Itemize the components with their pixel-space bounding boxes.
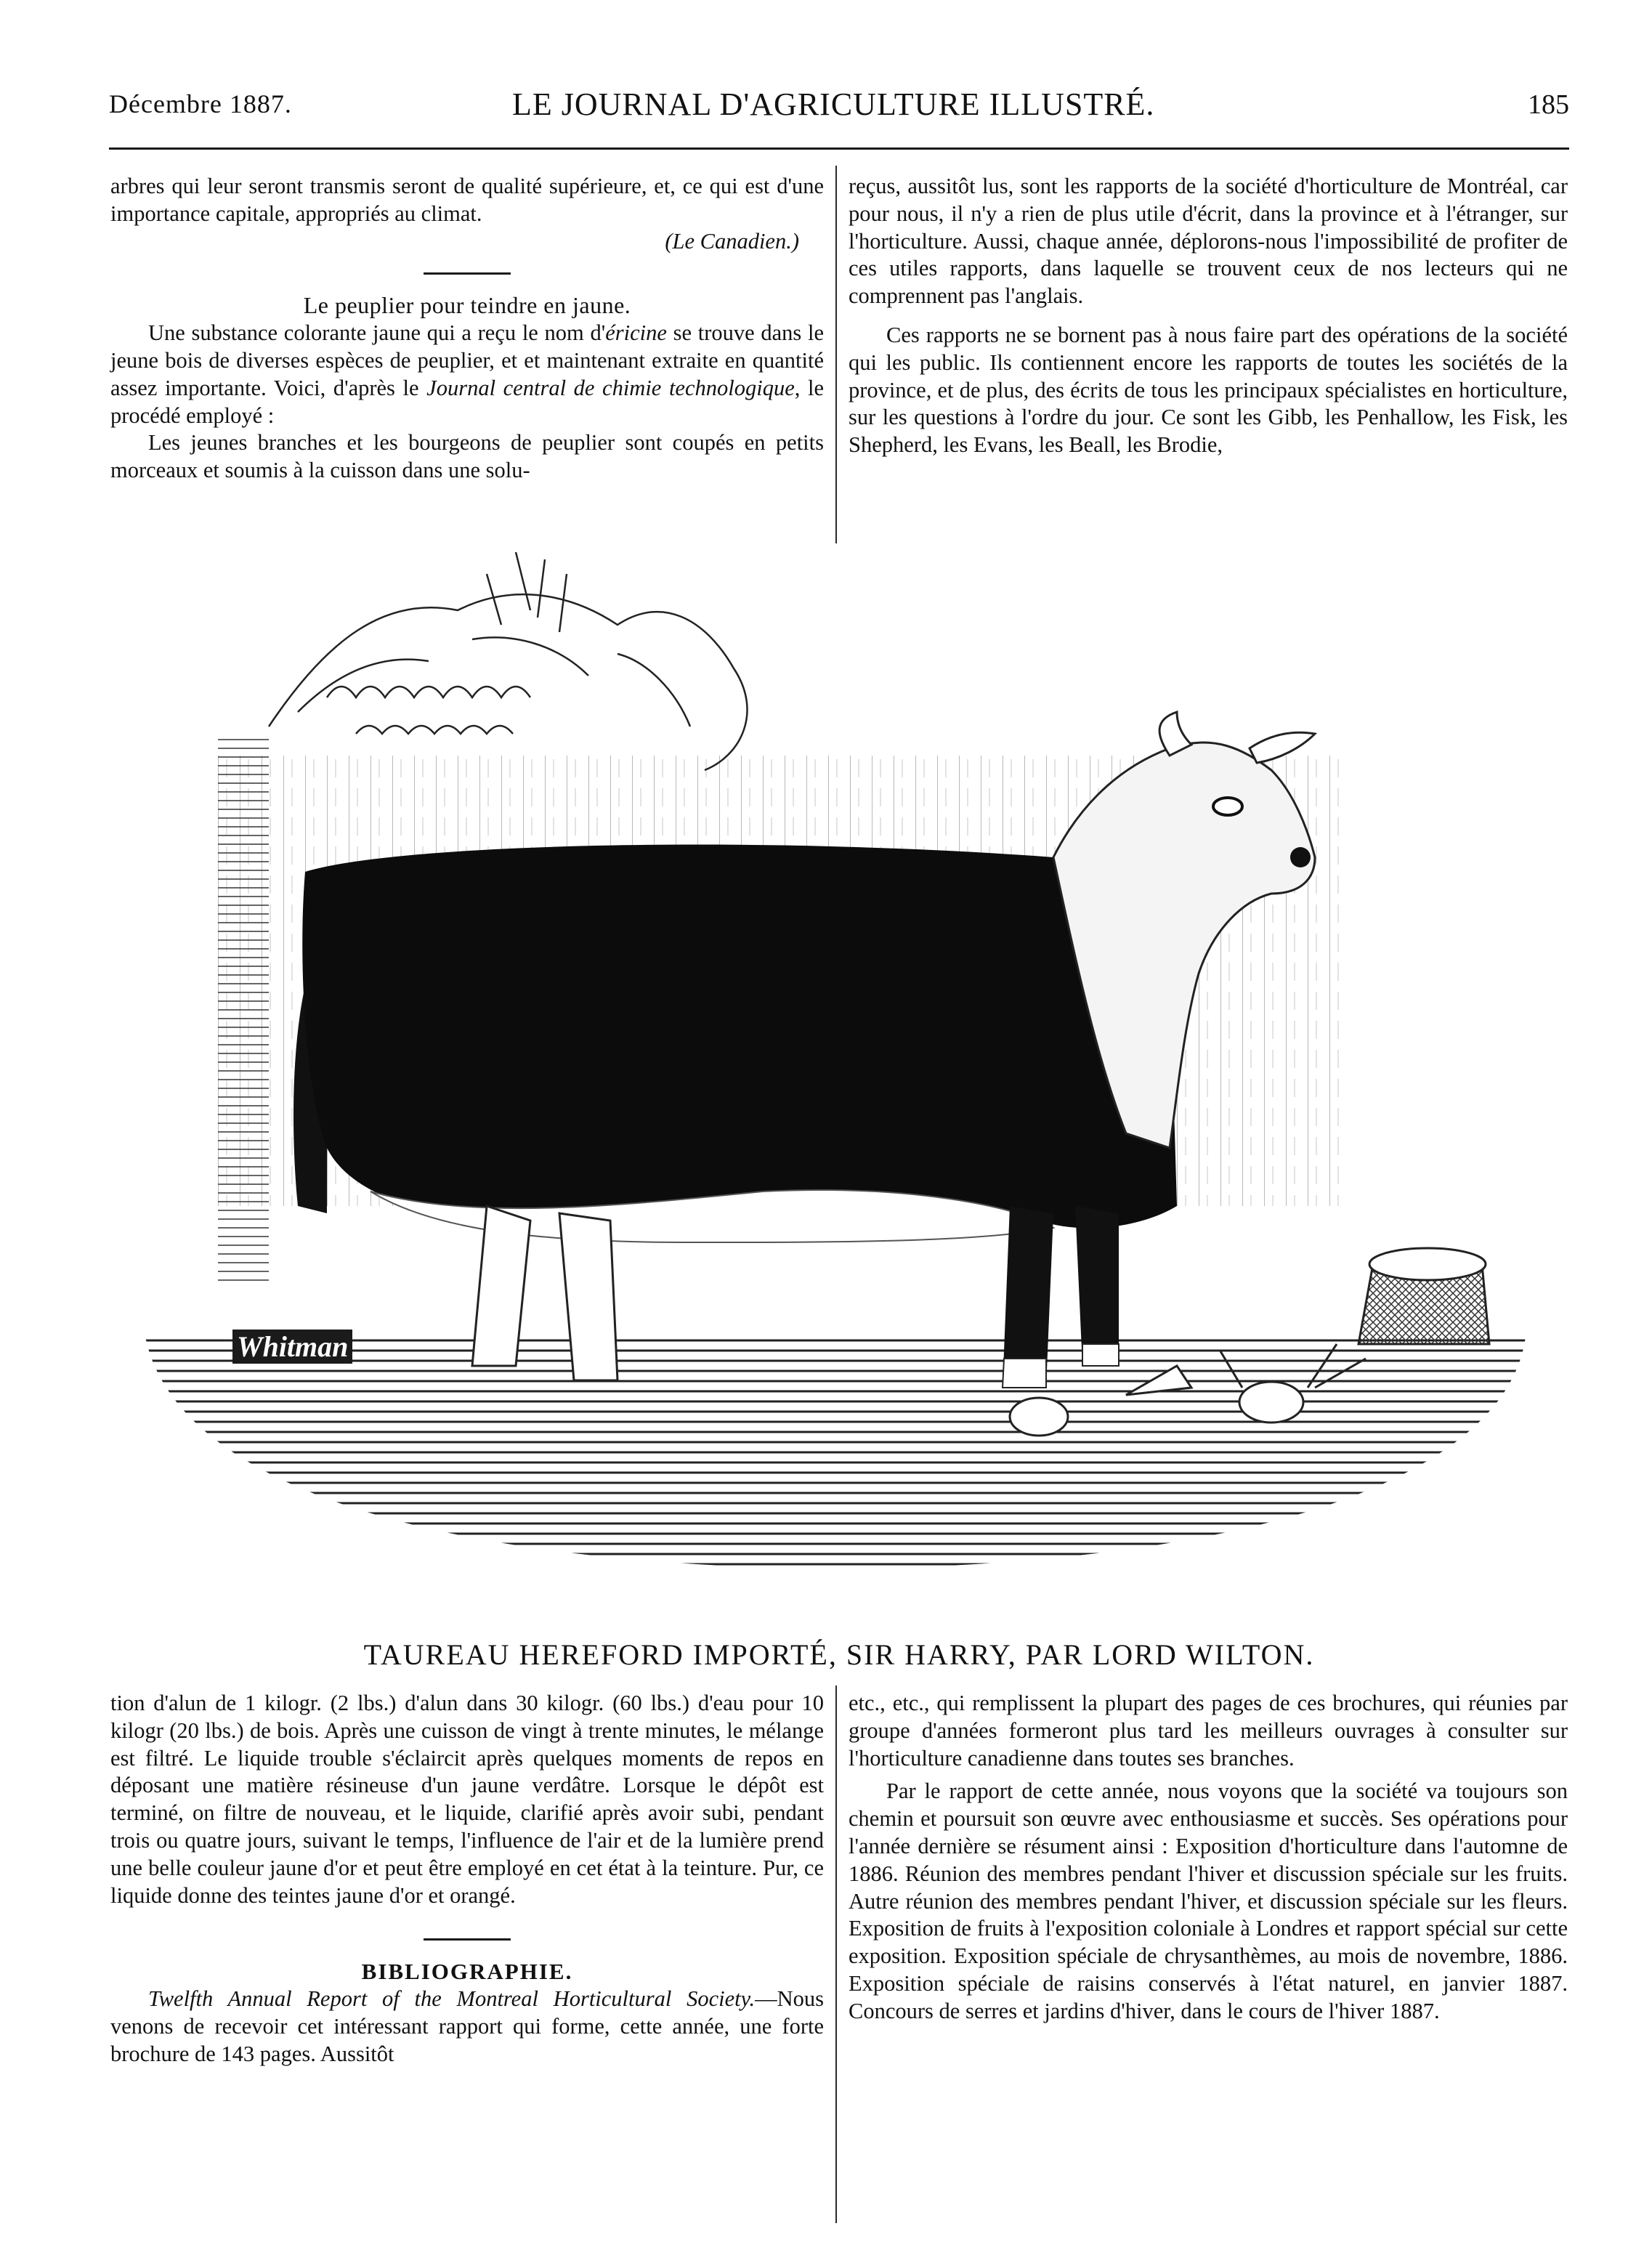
foliage (269, 552, 748, 770)
running-header (109, 86, 1569, 132)
paragraph-brochures: etc., etc., qui remplissent la plupart des pages de ces brochures, qui réunies par groupe d'années formeront plus tard les meilleurs ouvrages à consulter sur l'horticulture canadienne dans toutes ses branches. (849, 1691, 1568, 1771)
basket (1359, 1248, 1489, 1344)
column-bottom-right (849, 1690, 1568, 2026)
column-top-left (110, 173, 824, 485)
engraving-illustration (109, 552, 1569, 1642)
paragraph-contenu-rapports: Ces rapports ne se bornent pas à nous faire part des opérations de la société qui les public. Ils contiennent encore les rapports de toutes les sociétés de la province, et de plus, des écrits de tous les principaux spécialistes en horticulture, sur les questions à l'ordre du jour. Ce sont les Gibb, les Penhallow, les Fisk, les Shepherd, les Evans, les Beall, les Brodie, (849, 322, 1568, 458)
text-run: Une substance colorante jaune qui a reçu le nom d' (148, 320, 606, 346)
issue-date: Décembre 1887. (109, 89, 292, 118)
figure-caption: TAUREAU HEREFORD IMPORTÉ, SIR HARRY, PAR LORD WILTON. (363, 1638, 1315, 1671)
column-divider-top (835, 166, 837, 543)
journal-title: LE JOURNAL D'AGRICULTURE ILLUSTRÉ. (512, 86, 1155, 122)
column-bottom-left (110, 1690, 824, 2068)
column-divider-bottom (835, 1686, 837, 2223)
source-citation: (Le Canadien.) (665, 228, 799, 254)
journal-reference: Journal central de chimie technologique (426, 375, 795, 400)
page-number: 185 (1528, 89, 1569, 120)
engraver-signature: Whitman (232, 1330, 352, 1364)
section-separator (424, 272, 511, 275)
text-run: —Nous venons de recevoir cet intéressant rapport qui forme, cette année, une forte brochure de 143 pages. Aussitôt (110, 1986, 824, 2066)
section-title-bibliographie: BIBLIOGRAPHIE. (361, 1959, 573, 1985)
term-ericine: éricine (605, 320, 667, 346)
work-title: Twelfth Annual Report of the Montreal Horticultural Society. (148, 1986, 756, 2012)
paragraph-operations-societe: Par le rapport de cette année, nous voyons que la société va toujours son chemin et poursuit son œuvre avec enthousiasme et succès. Ses opérations pour l'année dernière se résument ainsi : Exposition d'horticulture dans l'automne de 1886. Réunion des membres pendant l'hiver et discussion spéciale sur les fruits. Autre réunion des membres pendant l'hiver, et discussion spéciale sur les fleurs. Exposition de fruits à l'exposition coloniale à Londres et rapport spécial sur cette exposition. Exposition spéciale de chrysanthèmes, au mois de novembre, 1886. Exposition spéciale de raisins conservés à l'état naturel, en janvier 1887. Concours de serres et jardins d'hiver, dans le cours de l'hiver 1887. (849, 1779, 1568, 2023)
paragraph-continuation: arbres qui leur seront transmis seront de qualité supérieure, et, ce qui est d'une importance capitale, appropriés au climat. (110, 174, 824, 226)
column-top-right (849, 173, 1568, 459)
paragraph-ericine (110, 320, 824, 429)
hereford-bull-engraving (109, 552, 1569, 1642)
barn-post (218, 734, 269, 1286)
paragraph-bibliographie (110, 1986, 824, 2068)
paragraph-alun: tion d'alun de 1 kilogr. (2 lbs.) d'alun dans 30 kilogr. (60 lbs.) d'eau pour 10 kilogr (20 lbs.) de bois. Après une cuisson de vingt à trente minutes, le mélange est filtré. Le liquide trouble s'éclaircit après quelques moments de repos en déposant une matière résineuse d'un jaune verdâtre. Lorsque le dépôt est terminé, on filtre de nouveau, et le liquide, clarifié après avoir subi, pendant trois ou quatre jours, suivant le temps, l'influence de l'air et de la lumière prend une belle couleur jaune d'or et peut être employé en cet état à la teinture. Pur, ce liquide donne des teintes jaune d'or et orangé. (110, 1691, 824, 1908)
text-run: , le procédé employé : (110, 375, 824, 428)
paragraph-rapports: reçus, aussitôt lus, sont les rapports de la société d'horticulture de Montréal, car pour nous, il n'y a rien de plus utile d'écrit, dans la province et à l'étranger, sur l'horticulture. Aussi, chaque année, déplorons-nous l'impossibilité de profiter de ces utiles rapports, dans laquelle se trouvent ceux de nos lecteurs qui ne comprennent pas l'anglais. (849, 174, 1568, 309)
text-run: se trouve dans le jeune bois de diverses espèces de peuplier, et et maintenant extraite en quantité assez importante. Voici, d'après le (110, 320, 824, 400)
section-title-peuplier: Le peuplier pour teindre en jaune. (303, 292, 631, 319)
paragraph-procede: Les jeunes branches et les bourgeons de peuplier sont coupés en petits morceaux et soumis à la cuisson dans une solu- (110, 430, 824, 483)
section-separator (424, 1938, 511, 1941)
header-rule (109, 147, 1569, 150)
